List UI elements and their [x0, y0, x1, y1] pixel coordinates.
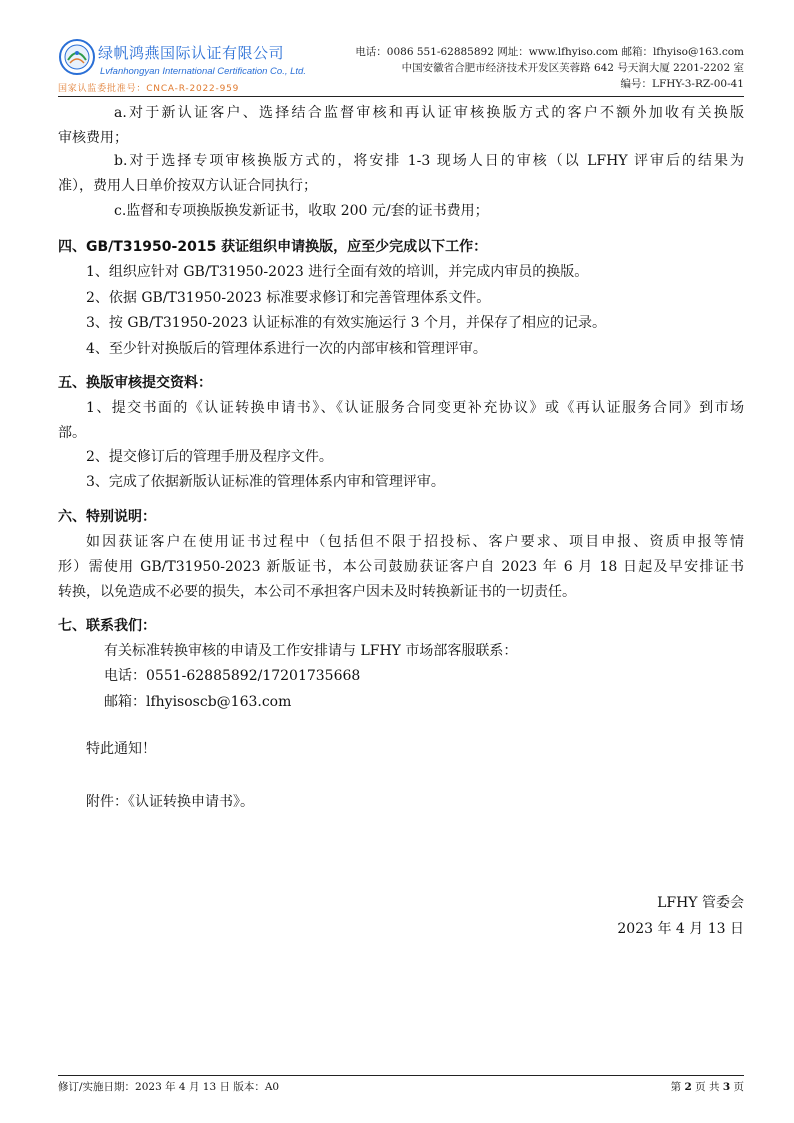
signer: LFHY 管委会 — [657, 895, 744, 911]
contact-email: 邮箱：lfhyisoscb@163.com — [104, 694, 292, 710]
notice-text: 特此通知！ — [86, 741, 156, 757]
contact-block — [355, 44, 744, 92]
section-6-line1: 如因获证客户在使用证书过程中（包括但不限于招投标、客户要求、项目申报、资质申报等情 — [86, 534, 744, 550]
approval-number: 国家认监委批准号：CNCA-R-2022-959 — [58, 84, 240, 94]
paragraph-b-line2: 准），费用人日单价按双方认证合同执行； — [58, 178, 317, 194]
document-number: 编号：LFHY-3-RZ-00-41 — [620, 78, 744, 90]
page-total: 3 — [722, 1081, 731, 1093]
footer-revision-info: 修订/实施日期：2023 年 4 月 13 日 版本：A0 — [58, 1081, 280, 1093]
contact-intro: 有关标准转换审核的申请及工作安排请与 LFHY 市场部客服联系： — [104, 643, 518, 659]
paragraph-c: c.监督和专项换版换发新证书，收取 200 元/套的证书费用； — [114, 203, 489, 219]
page-current: 2 — [684, 1081, 692, 1093]
header-divider — [58, 96, 744, 97]
section-6-line2: 形）需使用 GB/T31950-2023 新版证书，本公司鼓励获证客户自 2023 年 6 月 18 日起及早安排证书 — [58, 559, 744, 575]
section-6-heading: 六、特别说明： — [58, 509, 156, 525]
page-mid: 页 共 — [695, 1081, 720, 1093]
section-5-item-3: 3、完成了依据新版认证标准的管理体系内审和管理评审。 — [86, 474, 445, 490]
contact-line-address: 中国安徽省合肥市经济技术开发区芙蓉路 642 号天润大厦 2201-2202 室 — [401, 62, 744, 74]
page-header — [58, 34, 744, 96]
section-5-item-2: 2、提交修订后的管理手册及程序文件。 — [86, 449, 333, 465]
contact-line-phone-web-email: 电话：0086 551-62885892 网址：www.lfhyiso.com 邮箱：lfhyiso@163.com — [355, 46, 744, 58]
footer-page-number — [671, 1079, 744, 1094]
page-prefix: 第 — [670, 1081, 682, 1093]
section-5-item-1-line2: 部。 — [58, 425, 86, 441]
footer-divider — [58, 1075, 744, 1076]
section-4-item-3: 3、按 GB/T31950-2023 认证标准的有效实施运行 3 个月，并保存了相应的记录。 — [86, 315, 607, 331]
section-6-line3: 转换，以免造成不必要的损失，本公司不承担客户因未及时转换新证书的一切责任。 — [58, 584, 576, 600]
section-4-heading: 四、GB/T31950-2015 获证组织申请换版，应至少完成以下工作： — [58, 239, 488, 255]
contact-phone: 电话：0551-62885892/17201735668 — [104, 668, 361, 684]
paragraph-a-line1: a.对于新认证客户、选择结合监督审核和再认证审核换版方式的客户不额外加收有关换版 — [114, 105, 744, 121]
paragraph-a-line2: 审核费用； — [58, 130, 128, 146]
section-5-heading: 五、换版审核提交资料： — [58, 375, 212, 391]
company-name-cn: 绿帆鸿燕国际认证有限公司 — [98, 44, 285, 62]
section-7-heading: 七、联系我们： — [58, 618, 156, 634]
attachment-text: 附件：《认证转换申请书》。 — [86, 794, 254, 810]
company-logo-emblem-icon — [58, 38, 96, 76]
page-suffix: 页 — [733, 1081, 744, 1093]
section-4-item-4: 4、至少针对换版后的管理体系进行一次的内部审核和管理评审。 — [86, 341, 487, 357]
company-name-en: Lvfanhongyan International Certification Co., Ltd. — [100, 66, 306, 77]
section-4-item-1: 1、组织应针对 GB/T31950-2023 进行全面有效的培训，并完成内审员的换版。 — [86, 264, 589, 280]
issue-date: 2023 年 4 月 13 日 — [617, 921, 744, 937]
section-5-item-1-line1: 1、提交书面的《认证转换申请书》、《认证服务合同变更补充协议》或《再认证服务合同》到市场 — [86, 400, 744, 416]
section-4-item-2: 2、依据 GB/T31950-2023 标准要求修订和完善管理体系文件。 — [86, 290, 491, 306]
paragraph-b-line1: b.对于选择专项审核换版方式的，将安排 1-3 现场人日的审核（以 LFHY 评审后的结果为 — [114, 153, 744, 169]
